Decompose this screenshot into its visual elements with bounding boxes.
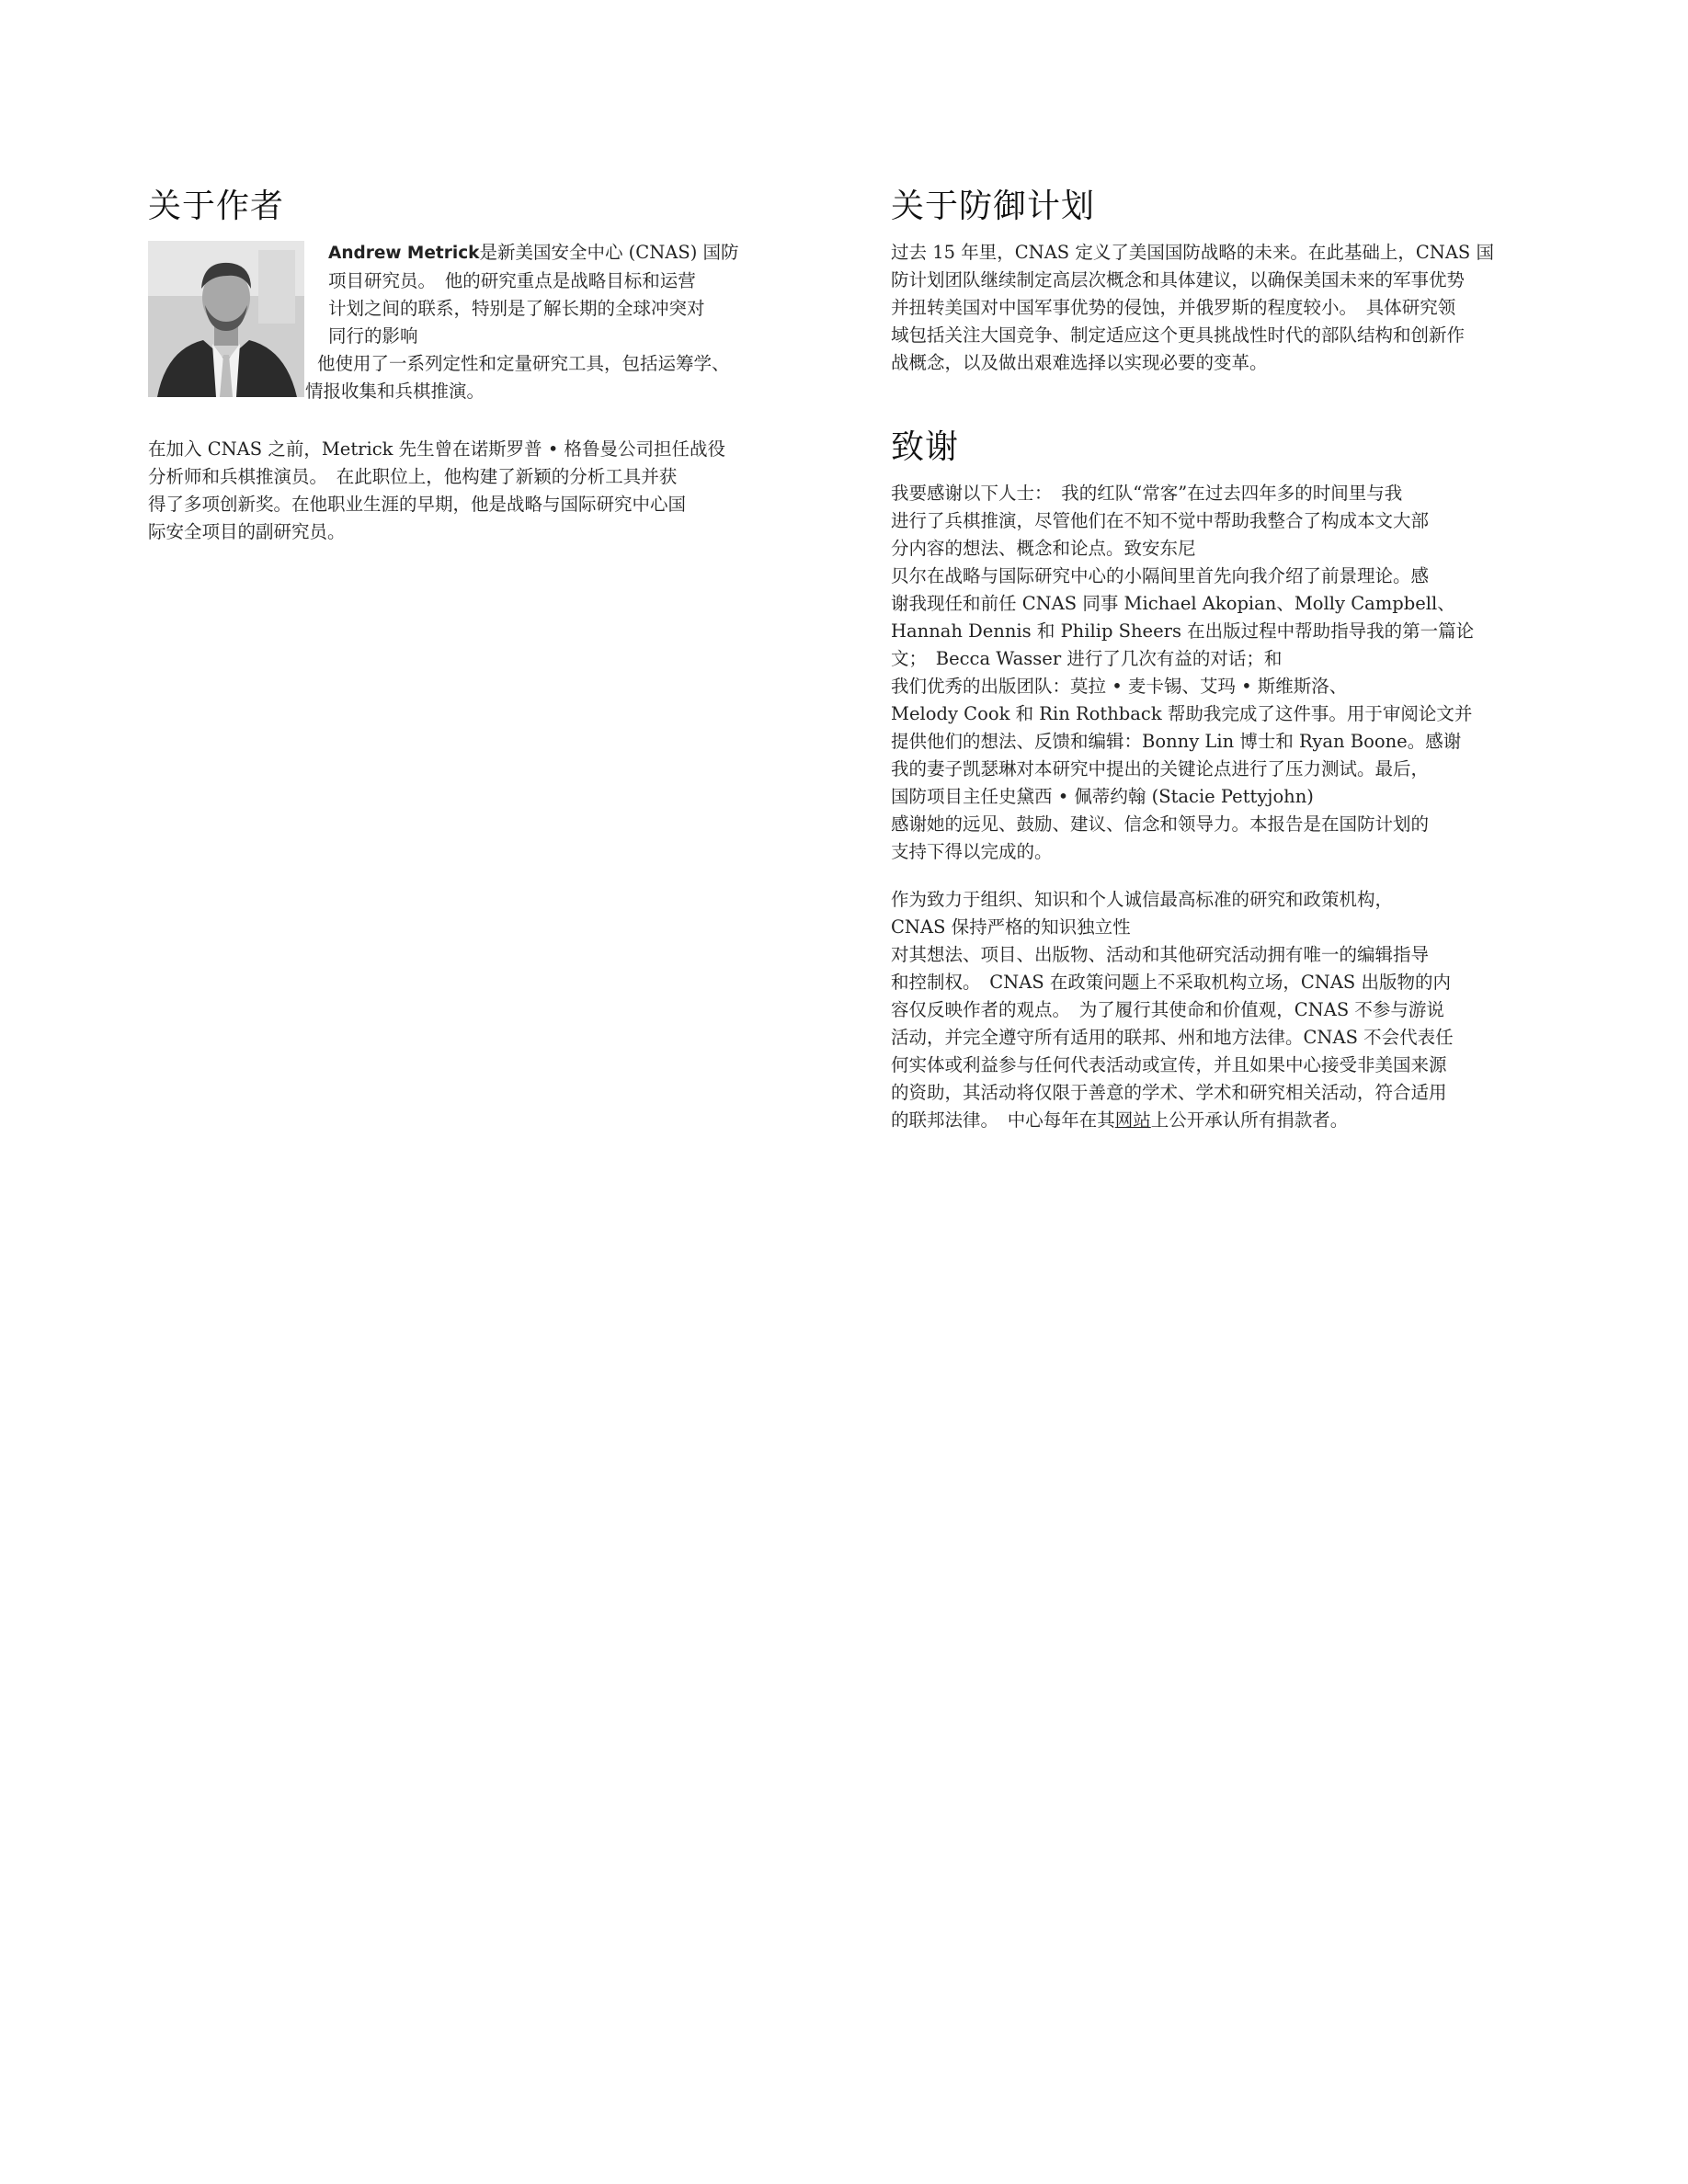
bio-line-6: 情报收集和兵棋推演。	[305, 381, 485, 402]
author-name: Andrew Metrick	[328, 244, 480, 263]
ack-line: 提供他们的想法、反馈和编辑：Bonny Lin 博士和 Ryan Boone。感谢	[891, 731, 1462, 752]
cnas-line: 的资助，其活动将仅限于善意的学术、学术和研究相关活动，符合适用	[891, 1082, 1447, 1103]
author-career-paragraph	[148, 436, 792, 546]
about-author-title: 关于作者	[148, 188, 285, 225]
cnas-line: 容仅反映作者的观点。 为了履行其使命和价值观，CNAS 不参与游说	[891, 999, 1444, 1020]
career-line: 在加入 CNAS 之前，Metrick 先生曾在诺斯罗普 • 格鲁曼公司担任战役	[148, 438, 726, 460]
bio-line-5: 他使用了一系列定性和定量研究工具，包括运筹学、	[317, 353, 730, 374]
cnas-line: 和控制权。 CNAS 在政策问题上不采取机构立场，CNAS 出版物的内	[891, 972, 1451, 993]
career-line: 际安全项目的副研究员。	[148, 521, 346, 542]
cnas-line: 对其想法、项目、出版物、活动和其他研究活动拥有唯一的编辑指导	[891, 944, 1430, 965]
acknowledgments-title: 致谢	[891, 428, 960, 466]
about-author-section	[148, 184, 792, 546]
ack-line: 我们优秀的出版团队：莫拉 • 麦卡锡、艾玛 • 斯维斯洛、	[891, 676, 1348, 697]
bio-line-1: 是新美国安全中心 (CNAS) 国防	[479, 242, 739, 263]
ack-line: 文； Becca Wasser 进行了几次有益的对话；和	[891, 648, 1283, 669]
about-program-title: 关于防御计划	[891, 188, 1096, 225]
ack-line: 分内容的想法、概念和论点。致安东尼	[891, 538, 1196, 559]
about-program-section	[891, 184, 1567, 377]
cnas-line: 作为致力于组织、知识和个人诚信最高标准的研究和政策机构，	[891, 889, 1394, 910]
right-column	[891, 184, 1567, 1134]
program-line: 域包括关注大国竞争、制定适应这个更具挑战性时代的部队结构和创新作	[891, 324, 1466, 346]
acknowledgments-section	[891, 425, 1567, 1134]
program-line: 过去 15 年里，CNAS 定义了美国国防战略的未来。在此基础上，CNAS 国	[891, 242, 1494, 263]
ack-line: 感谢她的远见、鼓励、建议、信念和领导力。本报告是在国防计划的	[891, 813, 1430, 835]
bio-line-2: 项目研究员。 他的研究重点是战略目标和运营	[328, 270, 696, 291]
cnas-last-line-post: 上公开承认所有捐款者。	[1150, 1109, 1349, 1131]
cnas-last-line-pre: 的联邦法律。 中心每年在其	[891, 1109, 1115, 1131]
ack-line: 我要感谢以下人士： 我的红队“常客”在过去四年多的时间里与我	[891, 483, 1403, 504]
career-line: 得了多项创新奖。在他职业生涯的早期，他是战略与国际研究中心国	[148, 494, 687, 515]
author-portrait-image	[148, 241, 304, 397]
ack-line: 国防项目主任史黛西 • 佩蒂约翰 (Stacie Pettyjohn)	[891, 786, 1314, 807]
author-photo	[148, 241, 304, 397]
ack-line: Melody Cook 和 Rin Rothback 帮助我完成了这件事。用于审阅论文并	[891, 703, 1473, 724]
program-line: 并扭转美国对中国军事优势的侵蚀，并俄罗斯的程度较小。 具体研究领	[891, 297, 1456, 318]
ack-line: Hannah Dennis 和 Philip Sheers 在出版过程中帮助指导我的第一篇论	[891, 620, 1475, 642]
ack-line: 贝尔在战略与国际研究中心的小隔间里首先向我介绍了前景理论。感	[891, 565, 1430, 586]
author-bio-text	[305, 239, 806, 405]
website-link[interactable]: 网站	[1114, 1109, 1151, 1131]
author-bio-block	[148, 239, 792, 404]
cnas-line: 何实体或利益参与任何代表活动或宣传，并且如果中心接受非美国来源	[891, 1054, 1447, 1075]
about-program-paragraph	[891, 239, 1567, 377]
career-line: 分析师和兵棋推演员。 在此职位上，他构建了新颖的分析工具并获	[148, 466, 678, 487]
cnas-line: CNAS 保持严格的知识独立性	[891, 916, 1131, 938]
bio-line-4: 同行的影响	[328, 325, 418, 347]
cnas-independence-paragraph	[891, 886, 1567, 1134]
acknowledgments-paragraph	[891, 480, 1567, 866]
ack-line: 进行了兵棋推演，尽管他们在不知不觉中帮助我整合了构成本文大部	[891, 510, 1430, 531]
ack-line: 我的妻子凯瑟琳对本研究中提出的关键论点进行了压力测试。最后，	[891, 758, 1430, 779]
program-line: 战概念，以及做出艰难选择以实现必要的变革。	[891, 352, 1268, 373]
cnas-last-line	[891, 1107, 1567, 1134]
program-line: 防计划团队继续制定高层次概念和具体建议，以确保美国未来的军事优势	[891, 269, 1466, 290]
bio-line-3: 计划之间的联系，特别是了解长期的全球冲突对	[328, 298, 705, 319]
ack-line: 支持下得以完成的。	[891, 841, 1053, 862]
ack-line: 谢我现任和前任 CNAS 同事 Michael Akopian、Molly Campbell、	[891, 593, 1455, 614]
cnas-line: 活动，并完全遵守所有适用的联邦、州和地方法律。CNAS 不会代表任	[891, 1027, 1454, 1048]
